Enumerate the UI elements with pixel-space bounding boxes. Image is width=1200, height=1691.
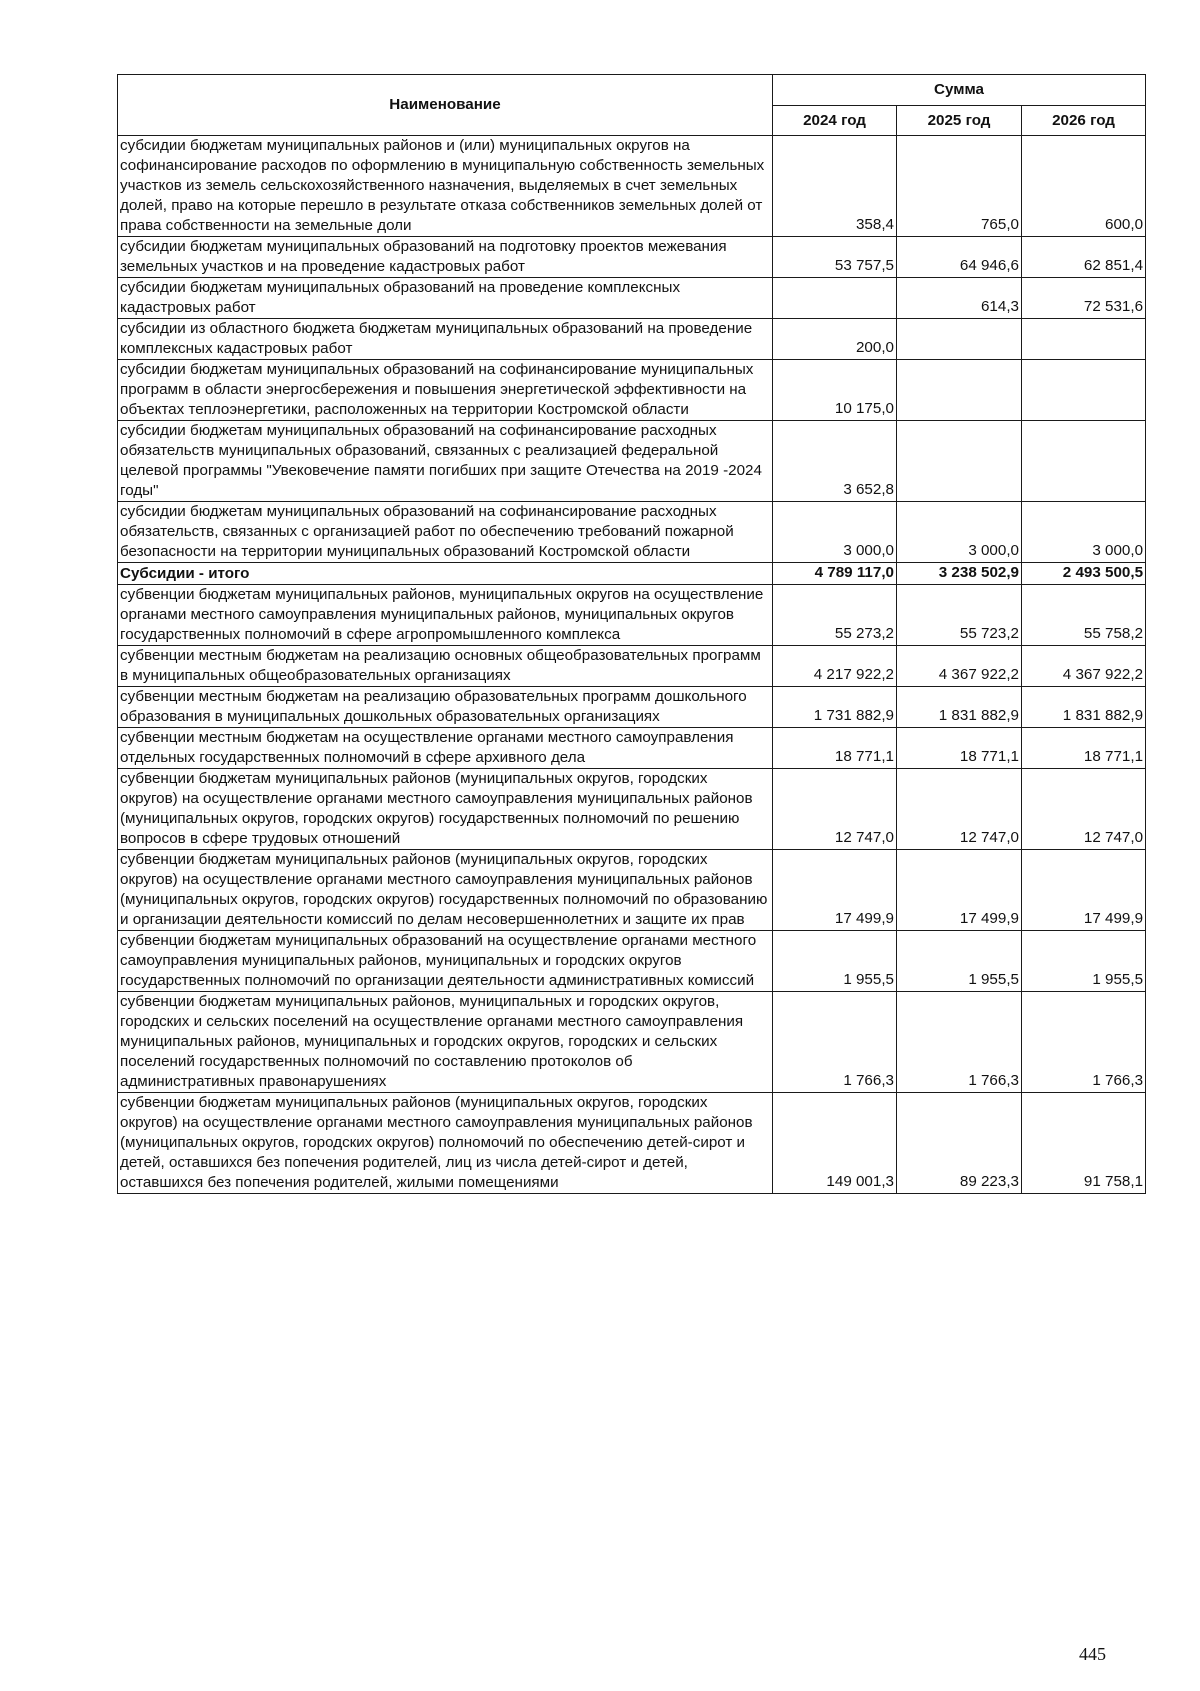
table-row: [118, 728, 1146, 769]
table-row: [118, 237, 1146, 278]
value-2024-cell: 1 731 882,9: [773, 687, 897, 728]
value-2024-cell: 1 955,5: [773, 931, 897, 992]
value-2024-cell: 4 789 117,0: [773, 563, 897, 585]
value-2025-cell: 64 946,6: [897, 237, 1022, 278]
value-2024-cell: 149 001,3: [773, 1093, 897, 1194]
value-2025-cell: 18 771,1: [897, 728, 1022, 769]
value-2026-cell: 1 766,3: [1022, 992, 1146, 1093]
value-2025-cell: 89 223,3: [897, 1093, 1022, 1194]
value-2026-cell: 600,0: [1022, 136, 1146, 237]
value-2026-cell: 3 000,0: [1022, 502, 1146, 563]
table-header: [118, 75, 1146, 136]
row-name-cell: субвенции местным бюджетам на реализацию образовательных программ дошкольного образования в муниципальных дошкольных образовательных организациях: [118, 687, 773, 728]
row-name-cell: субсидии бюджетам муниципальных образований на софинансирование расходных обязательств муниципальных образований, связанных с реализацией федеральной целевой программы "Увековечение памяти погибших при защите Отечества на 2019 -2024 годы": [118, 421, 773, 502]
row-name-cell: Субсидии - итого: [118, 563, 773, 585]
value-2026-cell: [1022, 319, 1146, 360]
value-2025-cell: 1 766,3: [897, 992, 1022, 1093]
name-column-header: Наименование: [118, 75, 773, 136]
row-name-cell: субсидии бюджетам муниципальных образований на подготовку проектов межевания земельных участков и на проведение кадастровых работ: [118, 237, 773, 278]
value-2025-cell: 3 000,0: [897, 502, 1022, 563]
row-name-cell: субсидии бюджетам муниципальных образований на софинансирование расходных обязательств, связанных с организацией работ по обеспечению требований пожарной безопасности на территории муниципальных образований Костромской области: [118, 502, 773, 563]
table-row: [118, 136, 1146, 237]
value-2025-cell: 614,3: [897, 278, 1022, 319]
value-2024-cell: 1 766,3: [773, 992, 897, 1093]
value-2024-cell: 53 757,5: [773, 237, 897, 278]
value-2024-cell: 200,0: [773, 319, 897, 360]
value-2026-cell: 1 831 882,9: [1022, 687, 1146, 728]
value-2024-cell: 3 000,0: [773, 502, 897, 563]
value-2025-cell: 12 747,0: [897, 769, 1022, 850]
table-row: [118, 1093, 1146, 1194]
value-2024-cell: 4 217 922,2: [773, 646, 897, 687]
value-2026-cell: 4 367 922,2: [1022, 646, 1146, 687]
table-row: [118, 992, 1146, 1093]
value-2025-cell: 3 238 502,9: [897, 563, 1022, 585]
value-2024-cell: 12 747,0: [773, 769, 897, 850]
value-2025-cell: 55 723,2: [897, 585, 1022, 646]
value-2026-cell: 62 851,4: [1022, 237, 1146, 278]
table-row: [118, 850, 1146, 931]
table-row: [118, 278, 1146, 319]
row-name-cell: субсидии из областного бюджета бюджетам муниципальных образований на проведение комплексных кадастровых работ: [118, 319, 773, 360]
table-row: [118, 502, 1146, 563]
page-number: 445: [1079, 1644, 1106, 1664]
value-2025-cell: 1 831 882,9: [897, 687, 1022, 728]
value-2026-cell: 1 955,5: [1022, 931, 1146, 992]
value-2026-cell: [1022, 360, 1146, 421]
value-2026-cell: 12 747,0: [1022, 769, 1146, 850]
sum-column-header: Сумма: [773, 75, 1146, 106]
table-row: [118, 360, 1146, 421]
table-row: [118, 687, 1146, 728]
year-2024-header: 2024 год: [773, 106, 897, 136]
value-2024-cell: 10 175,0: [773, 360, 897, 421]
value-2026-cell: 18 771,1: [1022, 728, 1146, 769]
row-name-cell: субвенции бюджетам муниципальных районов (муниципальных округов, городских округов) на осуществление органами местного самоуправления муниципальных районов (муниципальных округов, городских округов) государственных полномочий по решению вопросов в сфере трудовых отношений: [118, 769, 773, 850]
value-2024-cell: 55 273,2: [773, 585, 897, 646]
value-2025-cell: 765,0: [897, 136, 1022, 237]
value-2026-cell: 91 758,1: [1022, 1093, 1146, 1194]
value-2026-cell: 72 531,6: [1022, 278, 1146, 319]
table-row: [118, 769, 1146, 850]
table-row: [118, 646, 1146, 687]
value-2025-cell: [897, 360, 1022, 421]
row-name-cell: субвенции местным бюджетам на осуществление органами местного самоуправления отдельных государственных полномочий в сфере архивного дела: [118, 728, 773, 769]
budget-table: [117, 74, 1146, 1194]
row-name-cell: субвенции бюджетам муниципальных районов, муниципальных округов на осуществление органами местного самоуправления муниципальных районов, муниципальных округов государственных полномочий в сфере агропромышленного комплекса: [118, 585, 773, 646]
value-2025-cell: [897, 319, 1022, 360]
year-2026-header: 2026 год: [1022, 106, 1146, 136]
row-name-cell: субвенции бюджетам муниципальных районов, муниципальных и городских округов, городских и сельских поселений на осуществление органами местного самоуправления муниципальных районов, муниципальных и городских округов, городских и сельских поселений государственных полномочий по составлению протоколов об административных правонарушениях: [118, 992, 773, 1093]
value-2024-cell: 18 771,1: [773, 728, 897, 769]
value-2025-cell: 1 955,5: [897, 931, 1022, 992]
row-name-cell: субсидии бюджетам муниципальных образований на софинансирование муниципальных программ в области энергосбережения и повышения энергетической эффективности на объектах теплоэнергетики, расположенных на территории Костромской области: [118, 360, 773, 421]
row-name-cell: субвенции бюджетам муниципальных районов (муниципальных округов, городских округов) на осуществление органами местного самоуправления муниципальных районов (муниципальных округов, городских округов) полномочий по обеспечению детей-сирот и детей, оставшихся без попечения родителей, лиц из числа детей-сирот и детей, оставшихся без попечения родителей, жилыми помещениями: [118, 1093, 773, 1194]
value-2024-cell: [773, 278, 897, 319]
value-2025-cell: [897, 421, 1022, 502]
value-2026-cell: 17 499,9: [1022, 850, 1146, 931]
value-2026-cell: 2 493 500,5: [1022, 563, 1146, 585]
table-row: [118, 585, 1146, 646]
row-name-cell: субвенции бюджетам муниципальных районов (муниципальных округов, городских округов) на осуществление органами местного самоуправления муниципальных районов (муниципальных округов, городских округов) государственных полномочий по образованию и организации деятельности комиссий по делам несовершеннолетних и защите их прав: [118, 850, 773, 931]
table-row-total: [118, 563, 1146, 585]
value-2024-cell: 3 652,8: [773, 421, 897, 502]
year-2025-header: 2025 год: [897, 106, 1022, 136]
row-name-cell: субсидии бюджетам муниципальных районов и (или) муниципальных округов на софинансирование расходов по оформлению в муниципальную собственность земельных участков из земель сельскохозяйственного назначения, выделяемых в счет земельных долей, право на которые перешло в результате отказа собственников земельных долей от права собственности на земельные доли: [118, 136, 773, 237]
row-name-cell: субсидии бюджетам муниципальных образований на проведение комплексных кадастровых работ: [118, 278, 773, 319]
value-2026-cell: [1022, 421, 1146, 502]
value-2024-cell: 17 499,9: [773, 850, 897, 931]
table-row: [118, 421, 1146, 502]
value-2025-cell: 17 499,9: [897, 850, 1022, 931]
value-2026-cell: 55 758,2: [1022, 585, 1146, 646]
value-2024-cell: 358,4: [773, 136, 897, 237]
row-name-cell: субвенции местным бюджетам на реализацию основных общеобразовательных программ в муниципальных общеобразовательных организациях: [118, 646, 773, 687]
value-2025-cell: 4 367 922,2: [897, 646, 1022, 687]
table-row: [118, 319, 1146, 360]
row-name-cell: субвенции бюджетам муниципальных образований на осуществление органами местного самоуправления муниципальных районов, муниципальных и городских округов государственных полномочий по организации деятельности административных комиссий: [118, 931, 773, 992]
table-body: [118, 136, 1146, 1194]
table-row: [118, 931, 1146, 992]
